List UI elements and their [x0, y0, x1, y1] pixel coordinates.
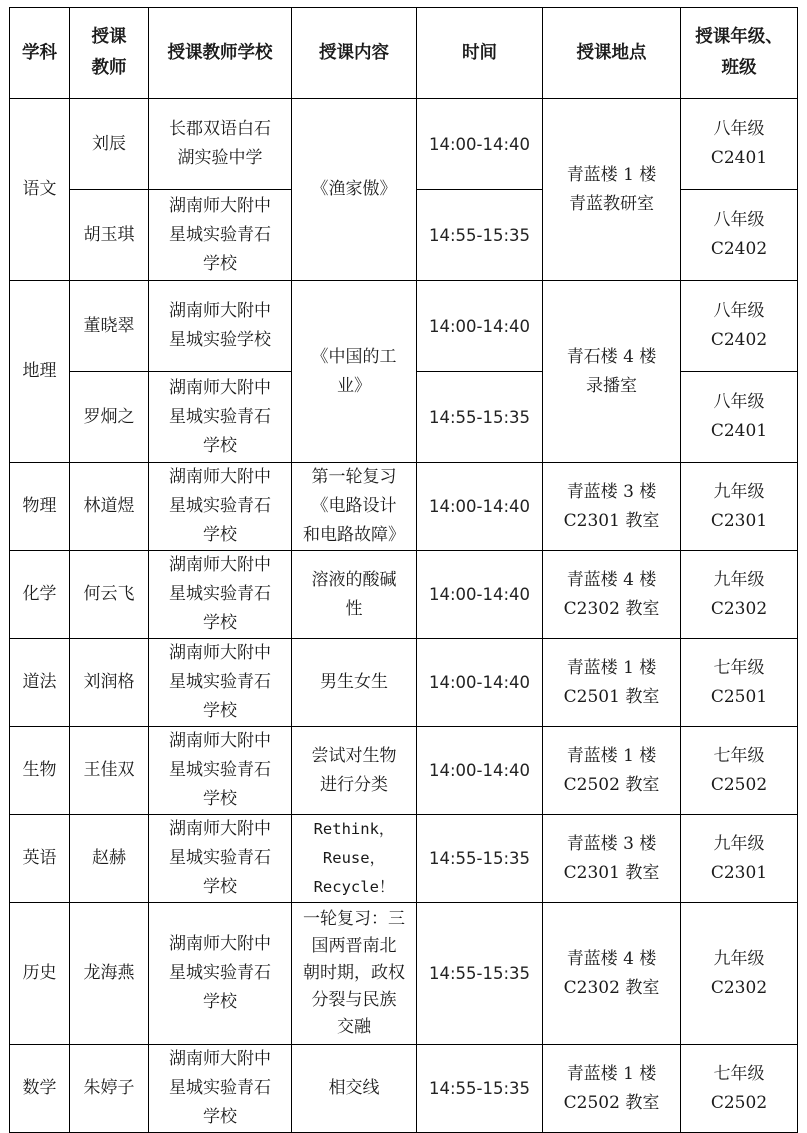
school-cell: 湖南师大附中 星城实验青石 学校 — [149, 815, 292, 903]
table-row — [10, 281, 798, 372]
table-row — [10, 815, 798, 903]
subject-cell: 道法 — [10, 639, 70, 727]
school-cell: 湖南师大附中 星城实验青石 学校 — [149, 372, 292, 463]
teacher-cell: 刘润格 — [70, 639, 149, 727]
school-cell: 湖南师大附中 星城实验学校 — [149, 281, 292, 372]
header-location: 授课地点 — [543, 8, 681, 99]
grade-cell: 九年级 C2302 — [681, 551, 798, 639]
location-cell: 青蓝楼 1 楼 C2502 教室 — [543, 727, 681, 815]
school-cell: 长郡双语白石 湖实验中学 — [149, 99, 292, 190]
content-cell: 一轮复习：三 国两晋南北 朝时期，政权 分裂与民族 交融 — [292, 903, 417, 1045]
table-row — [10, 1045, 798, 1133]
content-cell: 男生女生 — [292, 639, 417, 727]
table-row — [10, 727, 798, 815]
grade-cell: 七年级 C2502 — [681, 1045, 798, 1133]
grade-cell: 七年级 C2501 — [681, 639, 798, 727]
table-row — [10, 551, 798, 639]
table-row — [10, 99, 798, 190]
time-cell: 14:00-14:40 — [417, 463, 543, 551]
grade-cell: 九年级 C2301 — [681, 463, 798, 551]
content-cell: 第一轮复习 《电路设计 和电路故障》 — [292, 463, 417, 551]
subject-cell: 英语 — [10, 815, 70, 903]
header-content: 授课内容 — [292, 8, 417, 99]
teacher-cell: 胡玉琪 — [70, 190, 149, 281]
school-cell: 湖南师大附中 星城实验青石 学校 — [149, 551, 292, 639]
header-time: 时间 — [417, 8, 543, 99]
location-cell: 青蓝楼 4 楼 C2302 教室 — [543, 903, 681, 1045]
grade-cell: 八年级 C2402 — [681, 281, 798, 372]
teacher-cell: 林道煜 — [70, 463, 149, 551]
subject-cell: 历史 — [10, 903, 70, 1045]
time-cell: 14:00-14:40 — [417, 639, 543, 727]
time-cell: 14:00-14:40 — [417, 99, 543, 190]
school-cell: 湖南师大附中 星城实验青石 学校 — [149, 727, 292, 815]
content-cell: 相交线 — [292, 1045, 417, 1133]
content-cell: 溶液的酸碱 性 — [292, 551, 417, 639]
header-subject: 学科 — [10, 8, 70, 99]
content-cell: Rethink， Reuse， Recycle！ — [292, 815, 417, 903]
grade-cell: 八年级 C2401 — [681, 372, 798, 463]
header-teacher: 授课 教师 — [70, 8, 149, 99]
subject-cell: 化学 — [10, 551, 70, 639]
school-cell: 湖南师大附中 星城实验青石 学校 — [149, 463, 292, 551]
header-row — [10, 8, 798, 99]
time-cell: 14:55-15:35 — [417, 190, 543, 281]
time-cell: 14:00-14:40 — [417, 281, 543, 372]
school-cell: 湖南师大附中 星城实验青石 学校 — [149, 639, 292, 727]
subject-cell: 语文 — [10, 99, 70, 281]
time-cell: 14:55-15:35 — [417, 372, 543, 463]
location-cell: 青蓝楼 1 楼 青蓝教研室 — [543, 99, 681, 281]
content-cell: 《渔家傲》 — [292, 99, 417, 281]
teacher-cell: 何云飞 — [70, 551, 149, 639]
grade-cell: 七年级 C2502 — [681, 727, 798, 815]
teacher-cell: 赵赫 — [70, 815, 149, 903]
time-cell: 14:55-15:35 — [417, 815, 543, 903]
schedule-table — [9, 7, 798, 1133]
location-cell: 青石楼 4 楼 录播室 — [543, 281, 681, 463]
location-cell: 青蓝楼 3 楼 C2301 教室 — [543, 815, 681, 903]
location-cell: 青蓝楼 1 楼 C2502 教室 — [543, 1045, 681, 1133]
teacher-cell: 龙海燕 — [70, 903, 149, 1045]
content-cell: 《中国的工 业》 — [292, 281, 417, 463]
teacher-cell: 罗炯之 — [70, 372, 149, 463]
school-cell: 湖南师大附中 星城实验青石 学校 — [149, 1045, 292, 1133]
grade-cell: 八年级 C2401 — [681, 99, 798, 190]
time-cell: 14:00-14:40 — [417, 727, 543, 815]
table-row — [10, 903, 798, 1045]
teacher-cell: 王佳双 — [70, 727, 149, 815]
subject-cell: 物理 — [10, 463, 70, 551]
school-cell: 湖南师大附中 星城实验青石 学校 — [149, 190, 292, 281]
school-cell: 湖南师大附中 星城实验青石 学校 — [149, 903, 292, 1045]
table-row — [10, 463, 798, 551]
header-school: 授课教师学校 — [149, 8, 292, 99]
time-cell: 14:55-15:35 — [417, 1045, 543, 1133]
subject-cell: 地理 — [10, 281, 70, 463]
content-cell: 尝试对生物 进行分类 — [292, 727, 417, 815]
subject-cell: 生物 — [10, 727, 70, 815]
teacher-cell: 刘辰 — [70, 99, 149, 190]
location-cell: 青蓝楼 1 楼 C2501 教室 — [543, 639, 681, 727]
table-row — [10, 639, 798, 727]
grade-cell: 九年级 C2301 — [681, 815, 798, 903]
location-cell: 青蓝楼 3 楼 C2301 教室 — [543, 463, 681, 551]
subject-cell: 数学 — [10, 1045, 70, 1133]
grade-cell: 九年级 C2302 — [681, 903, 798, 1045]
teacher-cell: 朱婷子 — [70, 1045, 149, 1133]
grade-cell: 八年级 C2402 — [681, 190, 798, 281]
header-grade: 授课年级、 班级 — [681, 8, 798, 99]
time-cell: 14:00-14:40 — [417, 551, 543, 639]
location-cell: 青蓝楼 4 楼 C2302 教室 — [543, 551, 681, 639]
time-cell: 14:55-15:35 — [417, 903, 543, 1045]
teacher-cell: 董晓翠 — [70, 281, 149, 372]
